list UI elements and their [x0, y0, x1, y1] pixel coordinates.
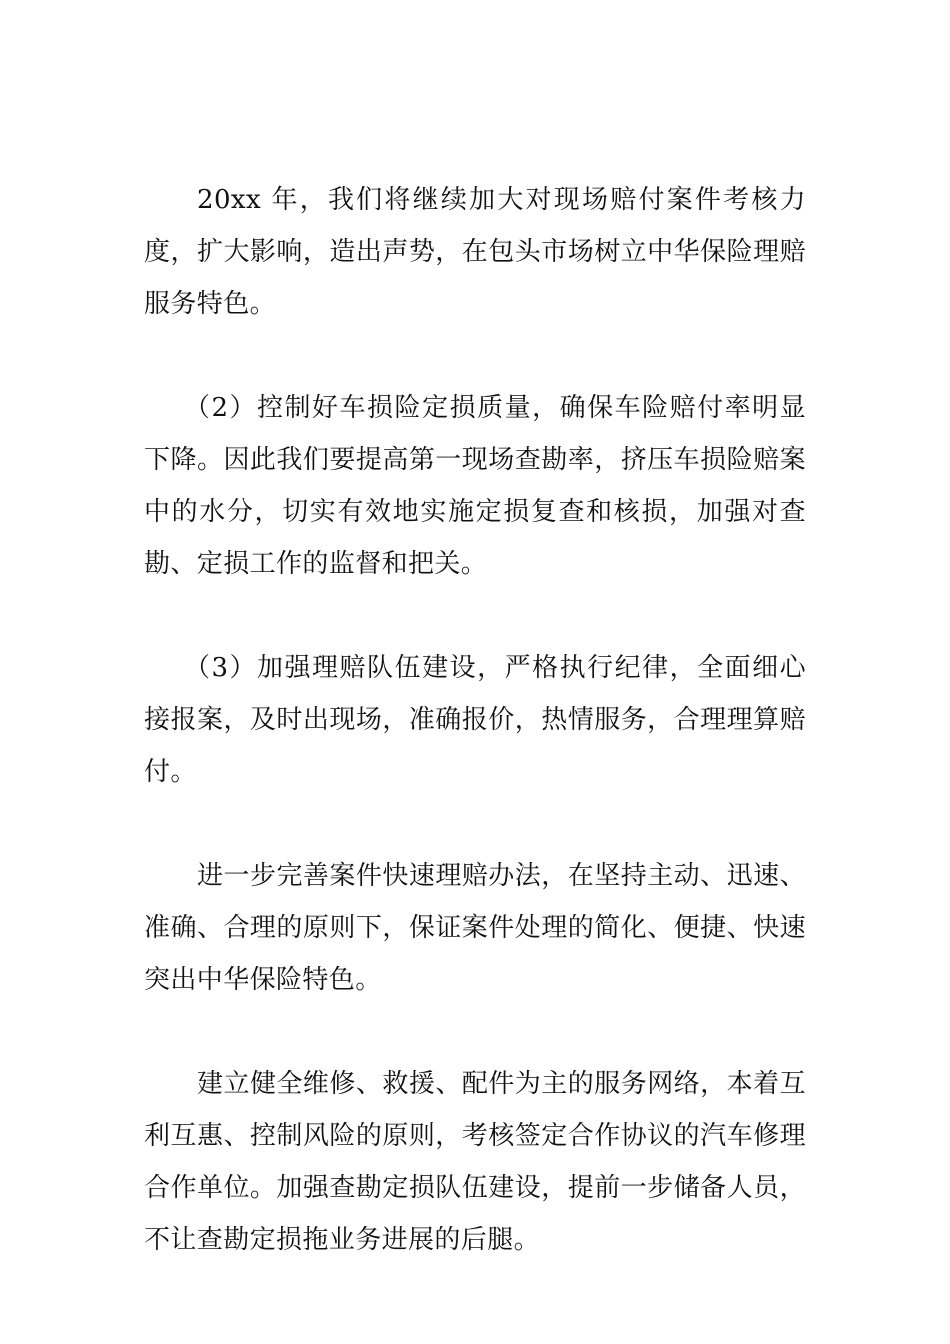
paragraph-2: （2）控制好车损险定损质量，确保车险赔付率明显下降。因此我们要提高第一现场查勘率，挤压车损险赔案中的水分，切实有效地实施定损复查和核损，加强对查勘、定损工作的监督和把关。 — [144, 393, 806, 579]
document-body — [144, 174, 806, 1266]
paragraph-5: 建立健全维修、救援、配件为主的服务网络，本着互利互惠、控制风险的原则，考核签定合作协议的汽车修理合作单位。加强查勘定损队伍建设，提前一步储备人员，不让查勘定损拖业务进展的后腿。 — [144, 1069, 806, 1255]
paragraph-3: （3）加强理赔队伍建设，严格执行纪律，全面细心接报案，及时出现场，准确报价，热情服务，合理理算赔付。 — [144, 653, 806, 787]
paragraph-4: 进一步完善案件快速理赔办法，在坚持主动、迅速、准确、合理的原则下，保证案件处理的简化、便捷、快速突出中华保险特色。 — [144, 861, 806, 995]
paragraph-1: 20xx 年，我们将继续加大对现场赔付案件考核力度，扩大影响，造出声势，在包头市场树立中华保险理赔服务特色。 — [144, 185, 806, 319]
